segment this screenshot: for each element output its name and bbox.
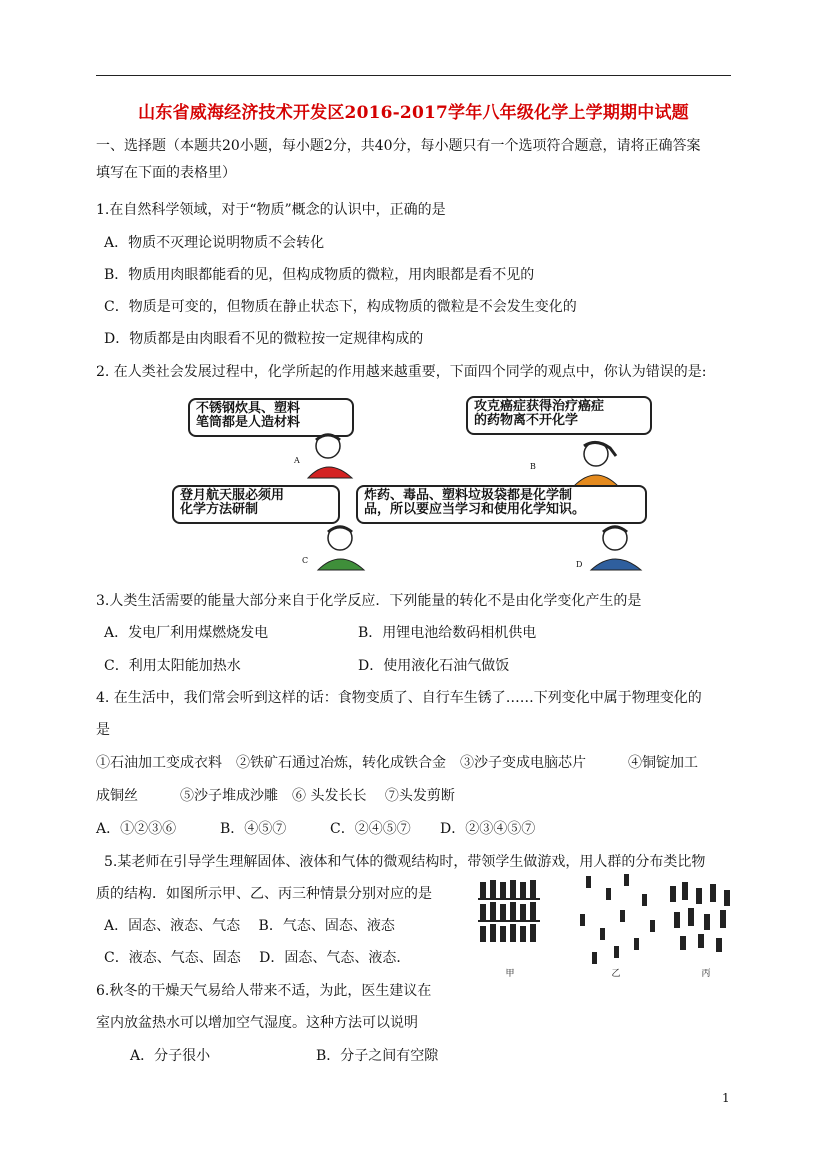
bubble-b-line1: 攻克癌症获得治疗癌症 [474, 399, 605, 414]
q4-stem-line2: 是 [96, 722, 110, 738]
crowd-group-yi [580, 874, 655, 964]
q4-items-line2: 成铜丝 ⑤沙子堆成沙雕 ⑥ 头发长长 ⑦头发剪断 [96, 788, 455, 804]
q3-option-d: D．使用液化石油气做饭 [358, 658, 510, 674]
section-instruction-line1: 一、选择题（本题共20小题，每小题2分，共40分，每小题只有一个选项符合题意，请将正确答案 [96, 138, 701, 154]
q6-option-b: B．分子之间有空隙 [316, 1048, 439, 1064]
q5-options-cd: C．液态、气态、固态 D．固态、气态、液态． [104, 950, 411, 966]
q1-option-d: D．物质都是由肉眼看不见的微粒按一定规律构成的 [104, 331, 424, 347]
person-b-illustration [560, 438, 630, 488]
crowd-group-jia [478, 880, 540, 942]
speech-bubble-c [172, 485, 340, 524]
q4-stem-line1: 4. 在生活中，我们常会听到这样的话：食物变质了、自行车生锈了……下列变化中属于物理变化的 [96, 690, 702, 706]
q4-option-a: A．①②③⑥ [96, 821, 177, 837]
q3-option-b: B．用锂电池给数码相机供电 [358, 625, 537, 641]
q3-option-c: C．利用太阳能加热水 [104, 658, 241, 674]
q1-option-b: B．物质用肉眼都能看的见，但构成物质的微粒，用肉眼都是看不见的 [104, 267, 535, 283]
section-instruction-line2: 填写在下面的表格里） [96, 165, 236, 181]
speech-bubble-d [356, 485, 647, 524]
q2-stem: 2. 在人类社会发展过程中，化学所起的作用越来越重要，下面四个同学的观点中，你认为错误的是: [96, 364, 707, 380]
bubble-c-line1: 登月航天服必须用 [180, 488, 285, 503]
crowd-label-jia: 甲 [505, 969, 515, 979]
q6-option-a: A．分子很小 [130, 1048, 211, 1064]
q5-stem-line1: 5.某老师在引导学生理解固体、液体和气体的微观结构时，带领学生做游戏，用人群的分布类比物 [104, 854, 706, 870]
q6-stem-line1: 6.秋冬的干燥天气易给人带来不适，为此，医生建议在 [96, 983, 432, 999]
header-rule [96, 75, 731, 76]
q3-option-a: A．发电厂利用煤燃烧发电 [104, 625, 269, 641]
q4-option-d: D．②③④⑤⑦ [440, 821, 536, 837]
q6-stem-line2: 室内放盆热水可以增加空气湿度。这种方法可以说明 [96, 1015, 418, 1031]
bubble-d-line1: 炸药、毒品、塑料垃圾袋都是化学制 [364, 488, 573, 503]
person-c-illustration [310, 520, 380, 572]
bubble-a-line2: 笔筒都是人造材料 [196, 415, 301, 430]
bubble-b-line2: 的药物离不开化学 [474, 413, 579, 428]
q4-option-b: B．④⑤⑦ [220, 821, 287, 837]
q4-items-line1: ①石油加工变成衣料 ②铁矿石通过冶炼，转化成铁合金 ③沙子变成电脑芯片 ④铜锭加工 [96, 755, 698, 771]
figure-label-a: A [294, 456, 300, 465]
bubble-c-line2: 化学方法研制 [180, 502, 259, 517]
crowd-label-yi: 乙 [611, 969, 621, 979]
person-a-illustration [300, 430, 370, 480]
q5-options-ab: A．固态、液态、气态 B．气态、固态、液态 [104, 918, 395, 934]
page-title: 山东省威海经济技术开发区2016-2017学年八年级化学上学期期中试题 [138, 103, 689, 123]
crowd-group-bing [670, 882, 730, 952]
q1-option-a: A．物质不灭理论说明物质不会转化 [104, 235, 325, 251]
page-number: 1 [722, 1091, 730, 1105]
bubble-d-line2: 品，所以要应当学习和使用化学知识。 [364, 502, 586, 517]
figure-label-d: D [576, 560, 583, 569]
person-d-illustration [585, 520, 655, 572]
q3-stem: 3.人类生活需要的能量大部分来自于化学反应．下列能量的转化不是由化学变化产生的是 [96, 593, 642, 609]
q4-option-c: C．②④⑤⑦ [330, 821, 411, 837]
figure-label-c: C [302, 556, 309, 565]
bubble-a-line1: 不锈钢炊具、塑料 [196, 401, 301, 416]
crowd-label-bing: 丙 [701, 969, 711, 979]
figure-label-b: B [530, 462, 536, 471]
q1-option-c: C．物质是可变的，但物质在静止状态下，构成物质的微粒是不会发生变化的 [104, 299, 577, 315]
q5-stem-line2: 质的结构．如图所示甲、乙、丙三种情景分别对应的是 [96, 886, 432, 902]
q1-stem: 1.在自然科学领域，对于“物质”概念的认识中，正确的是 [96, 202, 446, 218]
speech-bubble-b [466, 396, 652, 435]
q5-crowd-figure [474, 868, 744, 980]
